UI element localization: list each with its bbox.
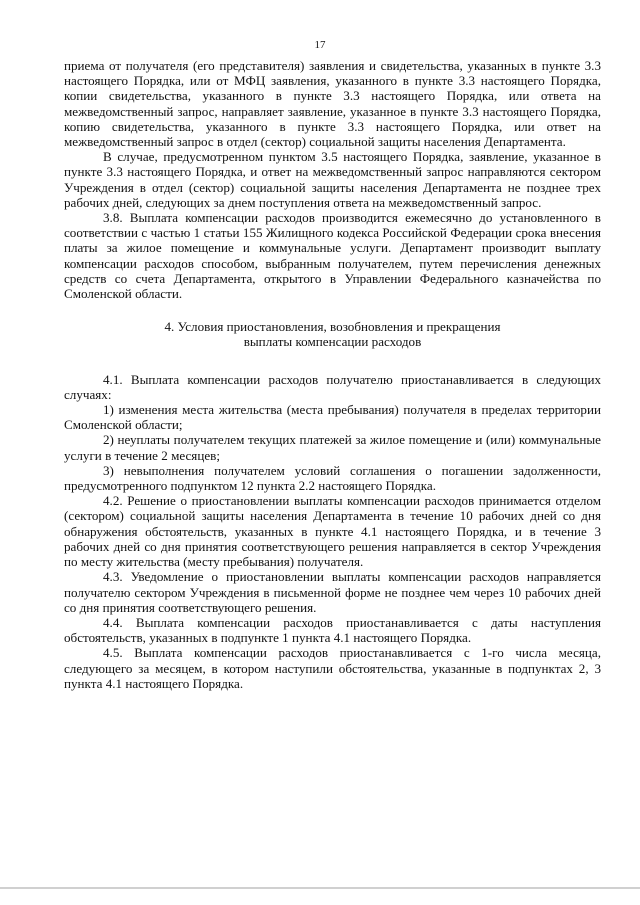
paragraph-3-8: 3.8. Выплата компенсации расходов производится ежемесячно до установленного в соответствии с частью 1 статьи 155 Жилищного кодекса Российской Федерации срока внесения платы за жилое помещение и коммунальные услуги. Департамент производит выплату компенсации расходов способом, выбранным получателем, путем перечисления денежных средств со счета Департамента, открытого в Управлении Федерального казначейства по Смоленской области. [64,210,601,302]
paragraph-4-1-item-3: 3) невыполнения получателем условий соглашения о погашении задолженности, предусмотренного подпунктом 12 пункта 2.2 настоящего Порядка. [64,462,601,494]
page-number: 17 [314,39,326,51]
section-4-heading-line1: 4. Условия приостановления, возобновления и прекращения [164,319,501,335]
paragraph-4-1: 4.1. Выплата компенсации расходов получателю приостанавливается в следующих случаях: [64,371,601,402]
scan-edge-line [0,887,640,889]
paragraph-4-5: 4.5. Выплата компенсации расходов приостанавливается с 1-го числа месяца, следующего за месяцем, в котором наступили обстоятельства, указанные в подпунктах 2, 3 пункта 4.1 настоящего Порядка. [64,645,601,691]
paragraph-4-2: 4.2. Решение о приостановлении выплаты компенсации расходов принимается отделом (сектором) социальной защиты населения Департамента в течение 10 рабочих дней со дня обнаружения обстоятельств, указанных в пункте 4.1 настоящего Порядка, и в течение 3 рабочих дней со дня принятия соответствующего решения направляется в сектор Учреждения по месту жительства (месту пребывания) получателя. [64,493,601,570]
section-4-heading-line2: выплаты компенсации расходов [243,334,422,350]
paragraph-4-1-item-2: 2) неуплаты получателем текущих платежей за жилое помещение и (или) коммунальные услуги в течение 2 месяцев; [64,432,601,463]
paragraph-continuation: приема от получателя (его представителя) заявления и свидетельства, указанных в пункте 3.3 настоящего Порядка, или от МФЦ заявления, указанного в пункте 3.3 настоящего Порядка, копии свидетельства, указанного в пункте 3.3 настоящего Порядка, или ответа на межведомственный запрос, направляет заявление, указанное в пункте 3.3 настоящего Порядка, копию свидетельства, указанного в пункте 3.3 настоящего Порядка, или ответ на межведомственный запрос в отдел (сектор) социальной защиты населения Департамента. [64,58,601,150]
paragraph-4-1-item-1: 1) изменения места жительства (места пребывания) получателя в пределах территории Смоленской области; [64,402,601,433]
paragraph-case-3-5: В случае, предусмотренном пунктом 3.5 настоящего Порядка, заявление, указанное в пункте 3.3 настоящего Порядка, и ответ на межведомственный запрос направляются сектором Учреждения в отдел (сектор) социальной защиты населения Департамента не позднее трех рабочих дней, следующих за днем поступления ответа на межведомственный запрос. [64,149,601,210]
paragraph-4-4: 4.4. Выплата компенсации расходов приостанавливается с даты наступления обстоятельств, указанных в подпункте 1 пункта 4.1 настоящего Порядка. [64,614,601,646]
paragraph-4-3: 4.3. Уведомление о приостановлении выплаты компенсации расходов направляется получателю сектором Учреждения в письменной форме не позднее чем через 10 рабочих дней со дня принятия соответствующего решения. [64,569,601,615]
document-body [64,58,601,691]
section-4-heading [64,319,601,349]
